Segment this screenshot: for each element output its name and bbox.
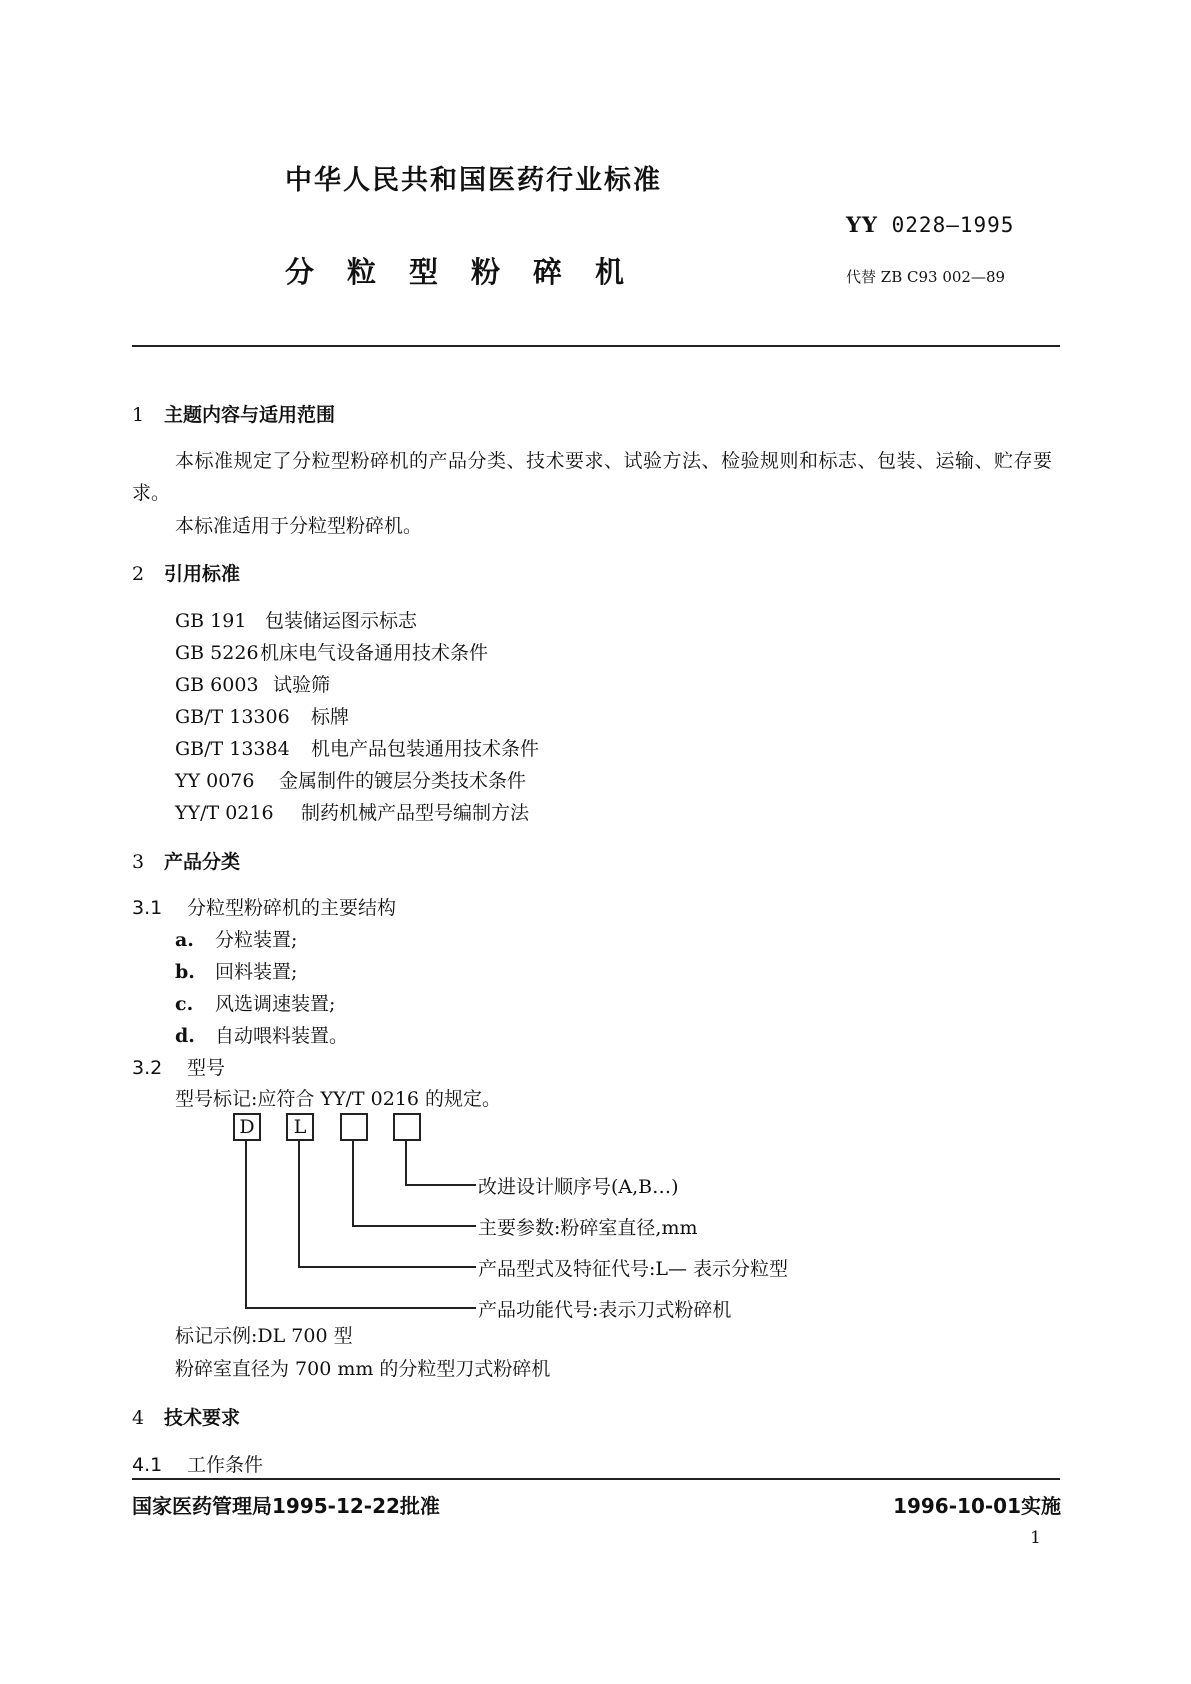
leader-line-type-h xyxy=(298,1266,476,1268)
reference-item xyxy=(175,766,526,793)
section-2-heading xyxy=(132,559,240,586)
model-box-main-parameter xyxy=(340,1113,368,1141)
subsection-title: 分粒型粉碎机的主要结构 xyxy=(187,897,397,919)
label-type-code: 产品型式及特征代号:L— 表示分粒型 xyxy=(478,1258,789,1280)
subsection-title: 型号 xyxy=(187,1057,226,1079)
section-number: 1 xyxy=(132,404,145,426)
section-1-heading xyxy=(132,400,335,427)
reference-name: 包装储运图示标志 xyxy=(265,610,418,632)
subsection-title: 工作条件 xyxy=(187,1454,264,1476)
paragraph-scope-line1: 本标准规定了分粒型粉碎机的产品分类、技术要求、试验方法、检验规则和标志、包装、运输、贮存要 xyxy=(175,450,1053,472)
model-box-type-code: L xyxy=(286,1113,314,1141)
reference-item xyxy=(175,606,417,633)
reference-name: 试验筛 xyxy=(273,674,331,696)
reference-item xyxy=(175,638,488,665)
paragraph-scope-line2: 求。 xyxy=(132,482,171,504)
reference-name: 金属制件的镀层分类技术条件 xyxy=(279,770,527,792)
reference-item xyxy=(175,702,349,729)
reference-code: GB 5226 xyxy=(175,642,259,664)
reference-code: GB/T 13384 xyxy=(175,738,290,760)
list-letter: c. xyxy=(175,993,194,1015)
reference-name: 标牌 xyxy=(311,706,350,728)
leader-line-parameter-h xyxy=(352,1225,476,1227)
leader-line-function xyxy=(245,1140,247,1308)
label-main-parameter: 主要参数:粉碎室直径,mm xyxy=(478,1217,698,1239)
reference-code: YY/T 0216 xyxy=(175,802,274,824)
list-letter: a. xyxy=(175,929,194,951)
approval-line: 国家医药管理局1995-12-22批准 xyxy=(132,1494,440,1518)
list-text: 自动喂料装置。 xyxy=(215,1025,349,1047)
footer-divider xyxy=(132,1478,1060,1480)
list-text: 分粒装置; xyxy=(215,929,298,951)
reference-item xyxy=(175,734,539,761)
section-title: 技术要求 xyxy=(164,1407,241,1429)
standard-number-value: 0228—1995 xyxy=(891,213,1015,237)
label-function-code: 产品功能代号:表示刀式粉碎机 xyxy=(478,1299,732,1321)
list-text: 回料装置; xyxy=(215,961,298,983)
reference-name: 机床电气设备通用技术条件 xyxy=(260,642,489,664)
replaces-standard: 代替 ZB C93 002—89 xyxy=(846,268,1006,286)
section-3-heading xyxy=(132,847,240,874)
list-letter: d. xyxy=(175,1025,195,1047)
list-item xyxy=(175,925,297,952)
list-item xyxy=(175,957,297,984)
document-title: 分粒型粉碎机 xyxy=(285,255,658,289)
model-note: 型号标记:应符合 YY/T 0216 的规定。 xyxy=(175,1088,502,1110)
page-number: 1 xyxy=(1030,1528,1041,1548)
reference-code: GB/T 13306 xyxy=(175,706,290,728)
reference-name: 机电产品包装通用技术条件 xyxy=(311,738,540,760)
list-item xyxy=(175,1021,348,1048)
standard-number xyxy=(846,212,1014,237)
section-number: 2 xyxy=(132,563,145,585)
section-title: 主题内容与适用范围 xyxy=(164,404,336,426)
standard-prefix: YY xyxy=(846,212,878,237)
reference-code: GB 191 xyxy=(175,610,247,632)
subsection-3-2-heading xyxy=(132,1053,225,1080)
header-divider xyxy=(132,345,1060,347)
model-box-function-code: D xyxy=(233,1113,261,1141)
reference-code: GB 6003 xyxy=(175,674,259,696)
section-4-heading xyxy=(132,1403,240,1430)
section-number: 3 xyxy=(132,851,145,873)
example-description: 粉碎室直径为 700 mm 的分粒型刀式粉碎机 xyxy=(175,1358,551,1380)
example-label: 标记示例:DL 700 型 xyxy=(175,1325,353,1347)
subsection-number: 3.1 xyxy=(132,897,163,919)
subsection-3-1-heading xyxy=(132,893,396,920)
org-title: 中华人民共和国医药行业标准 xyxy=(285,165,662,196)
list-item xyxy=(175,989,335,1016)
reference-code: YY 0076 xyxy=(175,770,255,792)
section-number: 4 xyxy=(132,1407,145,1429)
reference-item xyxy=(175,798,529,825)
leader-line-type xyxy=(298,1140,300,1267)
paragraph-applicability: 本标准适用于分粒型粉碎机。 xyxy=(175,515,423,537)
list-text: 风选调速装置; xyxy=(215,993,336,1015)
list-letter: b. xyxy=(175,961,195,983)
leader-line-revision xyxy=(405,1140,407,1185)
subsection-number: 3.2 xyxy=(132,1057,163,1079)
reference-name: 制药机械产品型号编制方法 xyxy=(301,802,530,824)
leader-line-function-h xyxy=(245,1307,476,1309)
reference-item xyxy=(175,670,330,697)
subsection-4-1-heading xyxy=(132,1450,263,1477)
section-title: 产品分类 xyxy=(164,851,241,873)
subsection-number: 4.1 xyxy=(132,1454,163,1476)
leader-line-parameter xyxy=(352,1140,354,1226)
leader-line-revision-h xyxy=(405,1184,476,1186)
model-box-revision xyxy=(393,1113,421,1141)
section-title: 引用标准 xyxy=(164,563,241,585)
label-revision: 改进设计顺序号(A,B…) xyxy=(478,1176,679,1198)
effective-date: 1996-10-01实施 xyxy=(893,1494,1061,1518)
